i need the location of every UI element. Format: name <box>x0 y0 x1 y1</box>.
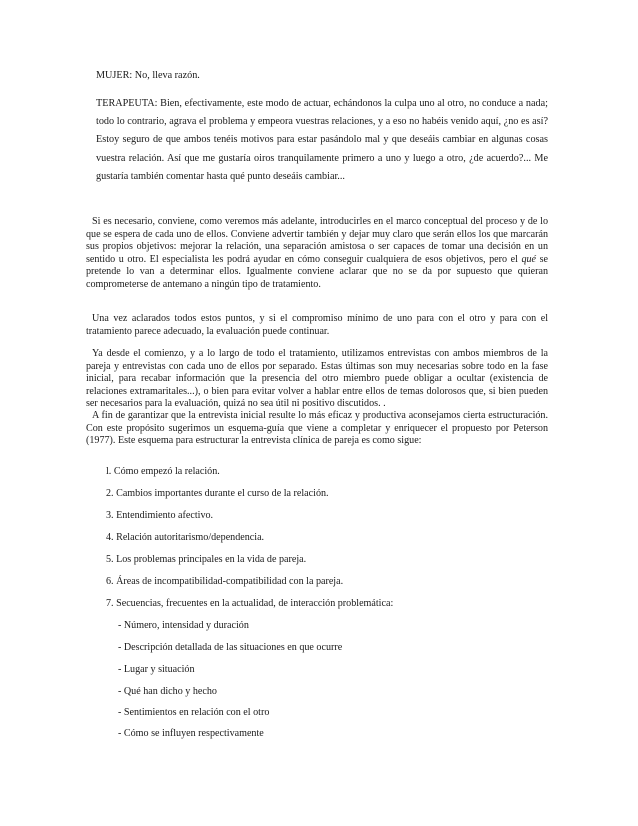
paragraph-entrevistas: Ya desde el comienzo, y a lo largo de todo el tratamiento, utilizamos entrevistas con ambos miembros de la pareja y entrevistas con cada uno de ellos por separado. Estas últimas son muy necesarias sobre todo en la fase inicial, para recabar información que la presencia del otro miembro puede obligar a ocultar (existencia de relaciones extramaritales...), o bien para evitar volver a hablar entre ellos de temas dolorosos que, si bien pueden ser necesarios para la evaluación, quizá no sea útil ni positivo discutidos. . <box>86 348 548 410</box>
list-subitem: - Lugar y situación <box>118 664 195 675</box>
dialogue-terapeuta: TERAPEUTA: Bien, efectivamente, este modo de actuar, echándonos la culpa uno al otro, no conduce a nada; todo lo contrario, agrava el problema y empeora vuestras relaciones, y a eso no habéis venido aquí, ¿no es así? Estoy seguro de que ambos tenéis motivos para estar pasándolo mal y que deseáis cambiar en algunas cosas vuestra relación. Así que me gustaría oiros tranquilamente primero a uno y luego a otro, ¿de acuerdo?... Me gustaría también comentar hasta qué punto deseáis cambiar... <box>96 98 548 182</box>
list-item: 3. Entendimiento afectivo. <box>106 510 214 521</box>
list-subitem: - Descripción detallada de las situaciones en que ocurre <box>118 642 343 653</box>
list-subitem: - Cómo se influyen respectivamente <box>118 728 264 739</box>
list-subitem: - Número, intensidad y duración <box>118 620 249 631</box>
list-item: 5. Los problemas principales en la vida de pareja. <box>106 554 307 565</box>
list-subitem: - Sentimientos en relación con el otro <box>118 707 270 718</box>
list-item: 7. Secuencias, frecuentes en la actualidad, de interacción problemática: <box>106 598 394 609</box>
paragraph-text: Si es necesario, conviene, como veremos más adelante, introducirles en el marco conceptual del proceso y de lo que se espera de cada uno de ellos. Conviene advertir también y dejar muy claro que serán ellos los que marcarán sus propios objetivos: mejorar la relación, una separación amistosa o ser capaces de tomar una decisión en un sentido u otro. El especialista les podrá ayudar en cómo conseguir cualquiera de esos objetivos, pero el <box>86 216 548 265</box>
list-item: 2. Cambios importantes durante el curso de la relación. <box>106 488 329 499</box>
paragraph-esquema: A fin de garantizar que la entrevista inicial resulte lo más eficaz y productiva aconsejamos cierta estructuración. Con este propósito sugerimos un esquema-guía que viene a completar y enriquecer el propuesto por Peterson (1977). Este esquema para estructurar la entrevista clínica de pareja es como sigue: <box>86 410 548 447</box>
emphasis-que: qué <box>521 253 537 265</box>
list-subitem: - Qué han dicho y hecho <box>118 686 217 697</box>
list-item: l. Cómo empezó la relación. <box>106 466 220 477</box>
paragraph-text: se pretende lo van a determinar ellos. Igualmente conviene aclarar que no se da por supuesto que quieran comprometerse de antemano a ningún tipo de tratamiento. <box>86 253 548 290</box>
paragraph-marco-conceptual <box>86 216 548 292</box>
paragraph-evaluacion: Una vez aclarados todos estos puntos, y si el compromiso mínimo de uno para con el otro y para con el tratamiento parece adecuado, la evaluación puede continuar. <box>86 313 548 337</box>
dialogue-mujer: MUJER: No, lleva razón. <box>96 70 200 81</box>
list-item: 6. Áreas de incompatibilidad-compatibilidad con la pareja. <box>106 576 344 587</box>
list-item: 4. Relación autoritarismo/dependencia. <box>106 532 265 543</box>
